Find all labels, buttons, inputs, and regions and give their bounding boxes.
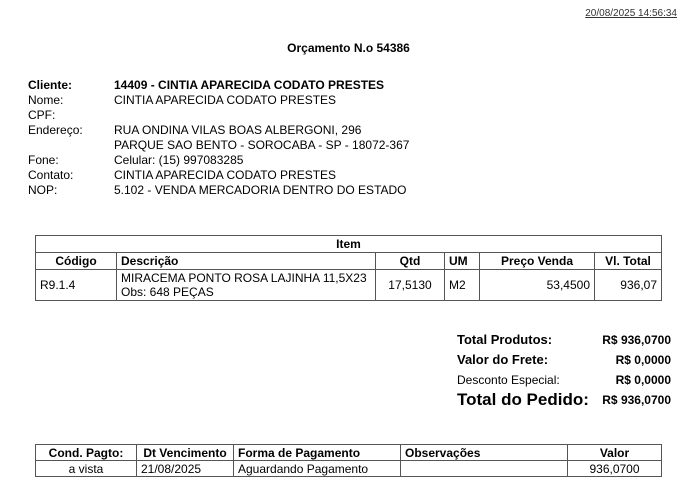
- timestamp: 20/08/2025 14:56:34: [585, 8, 677, 19]
- frete-label: Valor do Frete:: [457, 352, 549, 367]
- table-row: [36, 270, 662, 301]
- contato-value: CINTIA APARECIDA CODATO PRESTES: [114, 168, 337, 182]
- cliente-value: 14409 - CINTIA APARECIDA CODATO PRESTES: [114, 78, 385, 92]
- frete-value: R$ 0,0000: [615, 353, 671, 367]
- fone-label: Fone:: [28, 153, 59, 167]
- total-pedido-label: Total do Pedido:: [457, 390, 589, 409]
- cliente-label: Cliente:: [28, 78, 73, 92]
- cell-total: 936,07: [595, 270, 662, 301]
- total-produtos-value: R$ 936,0700: [602, 333, 671, 347]
- totals: [457, 331, 671, 415]
- items-caption: Item: [36, 236, 662, 253]
- contato-label: Contato:: [28, 168, 74, 182]
- nome-label: Nome:: [28, 93, 64, 107]
- cell-valor: 936,0700: [568, 461, 662, 477]
- fone-value: Celular: (15) 997083285: [114, 153, 244, 167]
- col-valor: Valor: [568, 445, 662, 461]
- desconto-label: Desconto Especial:: [457, 373, 560, 387]
- table-row: [36, 461, 662, 477]
- cell-codigo: R9.1.4: [36, 270, 117, 301]
- desconto-value: R$ 0,0000: [615, 373, 671, 387]
- items-table: [35, 235, 662, 301]
- total-pedido-value: R$ 936,0700: [602, 393, 671, 407]
- col-forma: Forma de Pagamento: [234, 445, 401, 461]
- cell-obs: [401, 461, 568, 477]
- endereco-line2: PARQUE SAO BENTO - SOROCABA - SP - 18072-367: [114, 138, 410, 152]
- col-obs: Observações: [401, 445, 568, 461]
- col-codigo: Código: [36, 253, 117, 270]
- cpf-label: CPF:: [28, 108, 56, 122]
- endereco-line1: RUA ONDINA VILAS BOAS ALBERGONI, 296: [114, 123, 362, 137]
- col-cond: Cond. Pagto:: [36, 445, 137, 461]
- nop-value: 5.102 - VENDA MERCADORIA DENTRO DO ESTADO: [114, 183, 407, 197]
- cell-obs: Obs: 648 PEÇAS: [121, 285, 214, 299]
- cell-preco: 53,4500: [480, 270, 595, 301]
- cell-cond: a vista: [36, 461, 137, 477]
- client-info: [28, 78, 409, 198]
- cell-qtd: 17,5130: [376, 270, 445, 301]
- cell-vencimento: 21/08/2025: [137, 461, 234, 477]
- col-qtd: Qtd: [376, 253, 445, 270]
- payment-table: [35, 444, 662, 477]
- endereco-label: Endereço:: [28, 123, 83, 137]
- col-um: UM: [445, 253, 480, 270]
- nop-label: NOP:: [28, 183, 58, 197]
- cell-forma: Aguardando Pagamento: [234, 461, 401, 477]
- page-title: Orçamento N.o 54386: [287, 41, 410, 55]
- col-total: Vl. Total: [595, 253, 662, 270]
- total-produtos-label: Total Produtos:: [457, 332, 553, 347]
- cell-descricao: MIRACEMA PONTO ROSA LAJINHA 11,5X23 Obs: 648 PEÇAS: [117, 270, 376, 301]
- col-vencimento: Dt Vencimento: [137, 445, 234, 461]
- col-preco: Preço Venda: [480, 253, 595, 270]
- col-descricao: Descrição: [117, 253, 376, 270]
- cell-um: M2: [445, 270, 480, 301]
- nome-value: CINTIA APARECIDA CODATO PRESTES: [114, 93, 337, 107]
